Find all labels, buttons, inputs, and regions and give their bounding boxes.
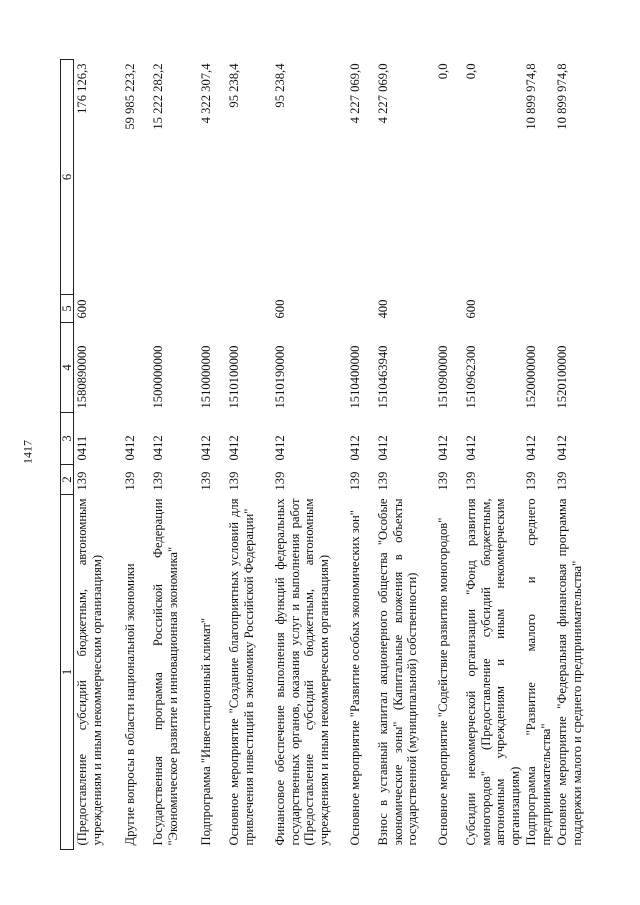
row-sum: 95 238,4 [273,63,287,108]
row-gr: 139 [464,471,478,491]
table-row [554,60,600,850]
row-sum: 4 227 069,0 [348,63,362,124]
header-col-1: 1 [61,495,74,850]
row-vr [226,295,272,323]
table-row [347,60,375,850]
row-rz: 0412 [123,435,137,461]
page-number: 1417 [20,440,35,464]
row-gr: 139 [123,471,137,491]
row-name: Основное мероприятие "Создание благоприятных условий для привлечения инвестиций в экономику Российской Федерации" [227,498,256,846]
table-row [523,60,554,850]
row-sum: 15 222 282,2 [151,63,165,130]
row-cs: 1520000000 [524,345,538,409]
row-name: Подпрограмма "Развитие малого и среднего предпринимательства" [524,498,553,846]
row-rz: 0412 [436,435,450,461]
rotated-page-content [60,60,584,850]
table-row [122,60,150,850]
header-col-2: 2 [61,465,74,495]
row-name: Основное мероприятие "Развитие особых экономических зон" [348,510,362,846]
row-cs: 1510463940 [376,345,390,409]
row-rz: 0412 [555,435,569,461]
header-col-3: 3 [61,413,74,465]
header-row [61,60,74,850]
row-gr: 139 [348,471,362,491]
row-sum: 0,0 [464,63,478,80]
row-name: Другие вопросы в области национальной экономики [123,563,137,846]
row-vr: 400 [376,299,390,319]
table-row [435,60,463,850]
row-cs: 1510000000 [199,345,213,409]
row-sum: 59 985 223,2 [123,63,137,130]
row-gr: 139 [227,471,241,491]
row-sum: 4 227 069,0 [376,63,390,124]
row-vr [198,295,226,323]
row-rz: 0412 [464,435,478,461]
header-col-4: 4 [61,323,74,413]
row-name: (Предоставление субсидий бюджетным, автономным учреждениям и иным некоммерческим организациям) [75,498,104,846]
row-vr [554,295,600,323]
row-cs: 1510962300 [464,345,478,409]
row-vr: 600 [464,299,478,319]
row-name: Финансовое обеспечение выполнения функций федеральных государственных органов, оказания услуг и выполнения работ (Предоставление субсидий бюджетным, автономным учреждениям и иным некоммерческим организациям) [273,498,331,846]
row-rz: 0412 [199,435,213,461]
row-rz: 0412 [227,435,241,461]
row-sum: 10 899 974,8 [524,63,538,130]
row-sum: 95 238,4 [227,63,241,108]
row-rz: 0412 [151,435,165,461]
row-rz: 0412 [524,435,538,461]
row-cs: 1510900000 [436,345,450,409]
row-gr: 139 [75,471,89,491]
header-col-5: 5 [61,295,74,323]
table-row [226,60,272,850]
budget-table [60,59,600,850]
table-body [74,60,601,850]
row-sum: 176 126,3 [75,63,89,114]
row-gr: 139 [436,471,450,491]
row-rz: 0412 [348,435,362,461]
table-row [272,60,347,850]
header-col-6: 6 [61,60,74,295]
row-vr [347,295,375,323]
table-row [198,60,226,850]
row-gr: 139 [273,471,287,491]
row-cs: 1510100000 [227,345,241,409]
row-cs [122,323,150,413]
row-name: Подпрограмма "Инвестиционный климат" [199,617,213,846]
table-row [463,60,523,850]
row-name: Основное мероприятие "Федеральная финансовая программа поддержки малого и среднего предпринимательства" [555,498,584,846]
row-name: Субсидии некоммерческой организации "Фонд развития моногородов" (Предоставление субсидий бюджетным, автономным учреждениям и иным некоммерческим организациям) [464,498,522,846]
row-vr [435,295,463,323]
row-cs: 1510400000 [348,345,362,409]
table-row [375,60,435,850]
row-gr: 139 [199,471,213,491]
row-sum: 0,0 [436,63,450,80]
table-row [74,60,123,850]
row-vr [523,295,554,323]
row-rz: 0412 [376,435,390,461]
row-sum: 10 899 974,8 [555,63,569,130]
row-cs: 1520100000 [555,345,569,409]
row-name: Основное мероприятие "Содействие развитию моногородов" [436,517,450,846]
table-row [150,60,198,850]
table-header [61,60,74,850]
row-gr: 139 [151,471,165,491]
row-sum: 4 322 307,4 [199,63,213,124]
row-vr [150,295,198,323]
row-vr: 600 [75,299,89,319]
row-rz: 0411 [75,435,89,461]
row-gr: 139 [555,471,569,491]
row-vr: 600 [273,299,287,319]
row-cs: 1500000000 [151,345,165,409]
row-cs: 1510190000 [273,345,287,409]
row-rz: 0412 [273,435,287,461]
row-gr: 139 [524,471,538,491]
row-gr: 139 [376,471,390,491]
row-vr [122,295,150,323]
row-name: Государственная программа Российской Федерации "Экономическое развитие и инновационная экономика" [151,498,180,846]
row-cs: 1580890000 [75,345,89,409]
row-name: Взнос в уставный капитал акционерного общества "Особые экономические зоны" (Капитальные вложения в объекты государственной (муниципальной) собственности) [376,498,419,846]
